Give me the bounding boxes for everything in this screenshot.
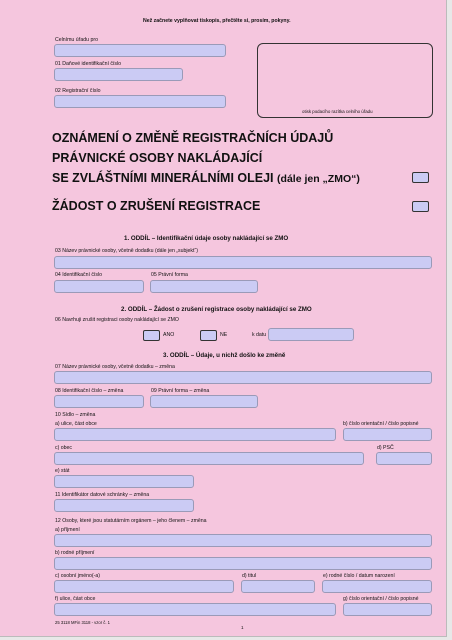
instruction-text: Než začnete vyplňovat tiskopis, přečtěte si, prosím, pokyny. <box>143 18 291 24</box>
f10b-field[interactable] <box>343 428 432 441</box>
section-3-heading: 3. ODDÍL – Údaje, u nichž došlo ke změně <box>163 352 286 359</box>
celni-urad-label: Celnímu úřadu pro <box>55 37 98 43</box>
f10d-field[interactable] <box>376 452 432 465</box>
dic-field[interactable] <box>54 68 183 81</box>
title-line-1: OZNÁMENÍ O ZMĚNĚ REGISTRAČNÍCH ÚDAJŮ <box>52 131 334 145</box>
f10c-field[interactable] <box>54 452 364 465</box>
title-line-4: ŽÁDOST O ZRUŠENÍ REGISTRACE <box>52 199 261 213</box>
f07-label: 07 Název právnické osoby, včetně dodatku – změna <box>55 364 175 370</box>
f12f-field[interactable] <box>54 603 336 616</box>
f06-label: 06 Navrhuji zrušit registraci osoby nakládající se ZMO <box>55 317 179 323</box>
f10d-label: d) PSČ <box>377 445 394 451</box>
f10e-label: e) stát <box>55 468 70 474</box>
k-datu-field[interactable] <box>268 328 354 341</box>
f12f-label: f) ulice, část obce <box>55 596 96 602</box>
ano-checkbox[interactable] <box>143 330 160 341</box>
section-1-heading: 1. ODDÍL – Identifikační údaje osoby nakládající se ZMO <box>124 235 289 242</box>
f04-field[interactable] <box>54 280 144 293</box>
zadost-checkbox[interactable] <box>412 201 429 212</box>
f10e-field[interactable] <box>54 475 194 488</box>
f10a-label: a) ulice, část obce <box>55 421 97 427</box>
stamp-area <box>257 43 433 118</box>
f08-label: 08 Identifikační číslo – změna <box>55 388 124 394</box>
dic-label: 01 Daňové identifikační číslo <box>55 61 122 67</box>
f04-label: 04 Identifikační číslo <box>55 272 103 278</box>
reg-cislo-label: 02 Registrační číslo <box>55 88 101 94</box>
reg-cislo-field[interactable] <box>54 95 226 108</box>
f05-label: 05 Právní forma <box>151 272 188 278</box>
title-line-3: SE ZVLÁŠTNÍMI MINERÁLNÍMI OLEJI (dále jen „ZMO“) <box>52 171 360 185</box>
f08-field[interactable] <box>54 395 144 408</box>
title-line-2: PRÁVNICKÉ OSOBY NAKLÁDAJÍCÍ <box>52 151 263 165</box>
f10b-label: b) číslo orientační / číslo popisné <box>343 421 419 427</box>
f12e-field[interactable] <box>322 580 432 593</box>
f12-label: 12 Osoby, které jsou statutárním orgánem – jeho členem – změna <box>55 518 207 524</box>
section-2-heading: 2. ODDÍL – Žádost o zrušení registrace osoby nakládající se ZMO <box>121 306 312 313</box>
f12b-field[interactable] <box>54 557 432 570</box>
f12d-field[interactable] <box>241 580 315 593</box>
page-number: 1 <box>241 625 244 630</box>
f12g-field[interactable] <box>343 603 432 616</box>
f12a-label: a) příjmení <box>55 527 80 533</box>
f10-label: 10 Sídlo – změna <box>55 412 96 418</box>
f07-field[interactable] <box>54 371 432 384</box>
f12c-label: c) osobní jméno(-a) <box>55 573 100 579</box>
f12d-label: d) titul <box>242 573 257 579</box>
f12g-label: g) číslo orientační / číslo popisné <box>343 596 419 602</box>
f03-label: 03 Název právnické osoby, včetně dodatku (dále jen „subjekt“) <box>55 248 198 254</box>
stamp-caption: otisk podacího razítka celního úřadu <box>302 109 373 114</box>
ne-label: NE <box>220 332 228 338</box>
f09-field[interactable] <box>150 395 258 408</box>
f12e-label: e) rodné číslo / datum narození <box>323 573 395 579</box>
f10a-field[interactable] <box>54 428 336 441</box>
f11-field[interactable] <box>54 499 194 512</box>
ne-checkbox[interactable] <box>200 330 217 341</box>
f05-field[interactable] <box>150 280 258 293</box>
celni-urad-field[interactable] <box>54 44 226 57</box>
f03-field[interactable] <box>54 256 432 269</box>
f12c-field[interactable] <box>54 580 234 593</box>
ano-label: ANO <box>163 332 175 338</box>
f11-label: 11 Identifikátor datové schránky – změna <box>55 492 150 498</box>
f10c-label: c) obec <box>55 445 73 451</box>
f09-label: 09 Právní forma – změna <box>151 388 210 394</box>
f12a-field[interactable] <box>54 534 432 547</box>
oznameni-checkbox[interactable] <box>412 172 429 183</box>
k-datu-label: k datu <box>252 332 267 338</box>
form-code: 25 3118 MFin 3118 - vzor č. 1 <box>55 620 111 625</box>
f12b-label: b) rodné příjmení <box>55 550 95 556</box>
